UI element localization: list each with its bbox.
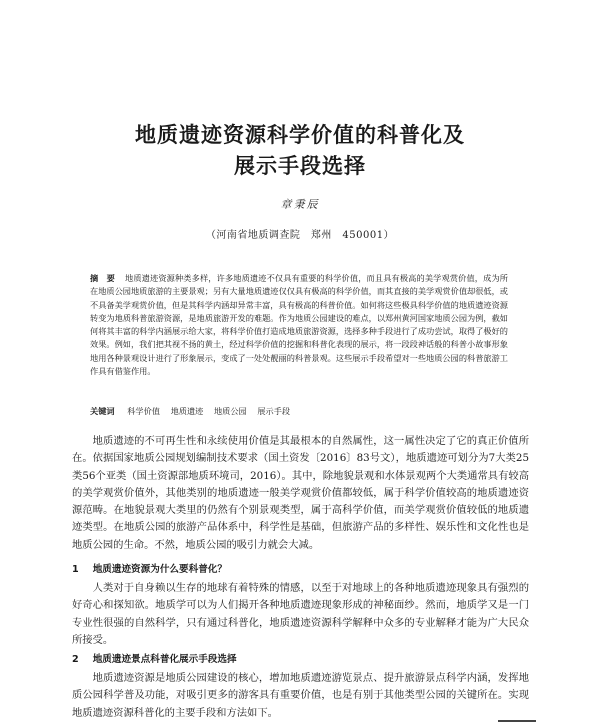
- section-heading-1: [72, 561, 529, 575]
- author-name: 章秉辰: [280, 198, 320, 211]
- keyword: 科学价值: [127, 406, 160, 416]
- keyword: 地质公园: [213, 406, 247, 416]
- section-number: 2: [72, 654, 79, 665]
- section-1-paragraph: 人类对于自身赖以生存的地球有着特殊的情感，以至于对地球上的各种地质遗迹现象具有强烈的好奇心和探知欲。地质学可以为人们揭开各种地质遗迹现象形成的神秘面纱。然而，地质学又是一门专业性很强的自然科学，只有通过科普化，地质遗迹资源科学解释中众多的专业解释才能为广大民众所接受。: [72, 582, 529, 646]
- section-1-body: [72, 580, 529, 649]
- section-number: 1: [72, 564, 79, 575]
- title-line-1: 地质遗迹资源科学价值的科普化及: [135, 123, 465, 147]
- section-2-paragraph: 地质遗迹资源是地质公园建设的核心，增加地质遗迹游览景点、提升旅游景点科学内涵，发挥地质公园科学普及功能，对吸引更多的游客具有重要价值，也是有别于其他类型公园的关键所在。实现地质遗迹资源科普化的主要手段和方法如下。: [72, 672, 529, 719]
- author-affiliation: （河南省地质调查院 郑州 450001）: [205, 230, 395, 241]
- section-title: 地质遗迹景点科普化展示手段选择: [92, 654, 237, 665]
- keywords-block: [90, 405, 508, 418]
- keyword: 展示手段: [257, 406, 291, 416]
- intro-paragraph: 地质遗迹的不可再生性和永续使用价值是其最根本的自然属性，这一属性决定了它的真正价值所在。依据国家地质公园规划编制技术要求（国土资发〔2016〕83号文），地质遗迹可划分为7大类25类56个亚类（国土资源部地质环境司，2016）。其中，除地貌景观和水体景观两个大类通常具有较高的美学观赏价值外，其他类别的地质遗迹一般美学观赏价值都较低，属于科学价值较高的地质遗迹资源范畴。在地貌景观大类里的仍然有个别景观类型，属于高科学价值，而美学观赏价值较低的地质遗迹类型。在地质公园的旅游产品体系中，科学性是基础，但旅游产品的多样性、娱乐性和文化性也是地质公园的生命。不然，地质公园的吸引力就会大减。: [72, 435, 529, 551]
- section-2-body: [72, 670, 529, 722]
- intro-section: [72, 433, 529, 554]
- abstract-text: 地质遗迹资源种类多样，许多地质遗迹不仅具有重要的科学价值，而且具有极高的美学观赏价值，成为所在地质公园地质旅游的主要景观；另有大量地质遗迹仅仅具有极高的科学价值，而其直接的美学观赏价值却很低，或不具备美学观赏价值，但是其科学内涵却异常丰富，具有极高的科普价值。如何将这些极具科学价值的地质遗迹资源转变为地质科普旅游资源，是地质旅游开发的难题。作为地质公园建设的难点，以郑州黄河国家地质公园为例，截如何将其丰富的科学内涵展示给大家，将科学价值打造成地质旅游资源，选择多种手段进行了成功尝试，取得了极好的效果。例如，我们把其视不扬的黄土，经过科学价值的挖掘和科普化表现的展示，将一段段神话般的科普小故事形象地用各种景观设计进行了形象展示，变成了一处处靓丽的科普景观。这些展示手段希望对一些地质公园的科普旅游工作具有借鉴作用。: [90, 273, 508, 377]
- paper-title: [0, 120, 600, 182]
- abstract-block: [90, 272, 508, 378]
- section-heading-2: [72, 651, 529, 665]
- title-line-2: 展示手段选择: [234, 154, 366, 178]
- section-title: 地质遗迹资源为什么要科普化？: [92, 564, 227, 575]
- abstract-label: 摘 要: [90, 273, 115, 283]
- keywords-label: 关键词: [90, 406, 115, 416]
- keyword: 地质遗迹: [170, 406, 204, 416]
